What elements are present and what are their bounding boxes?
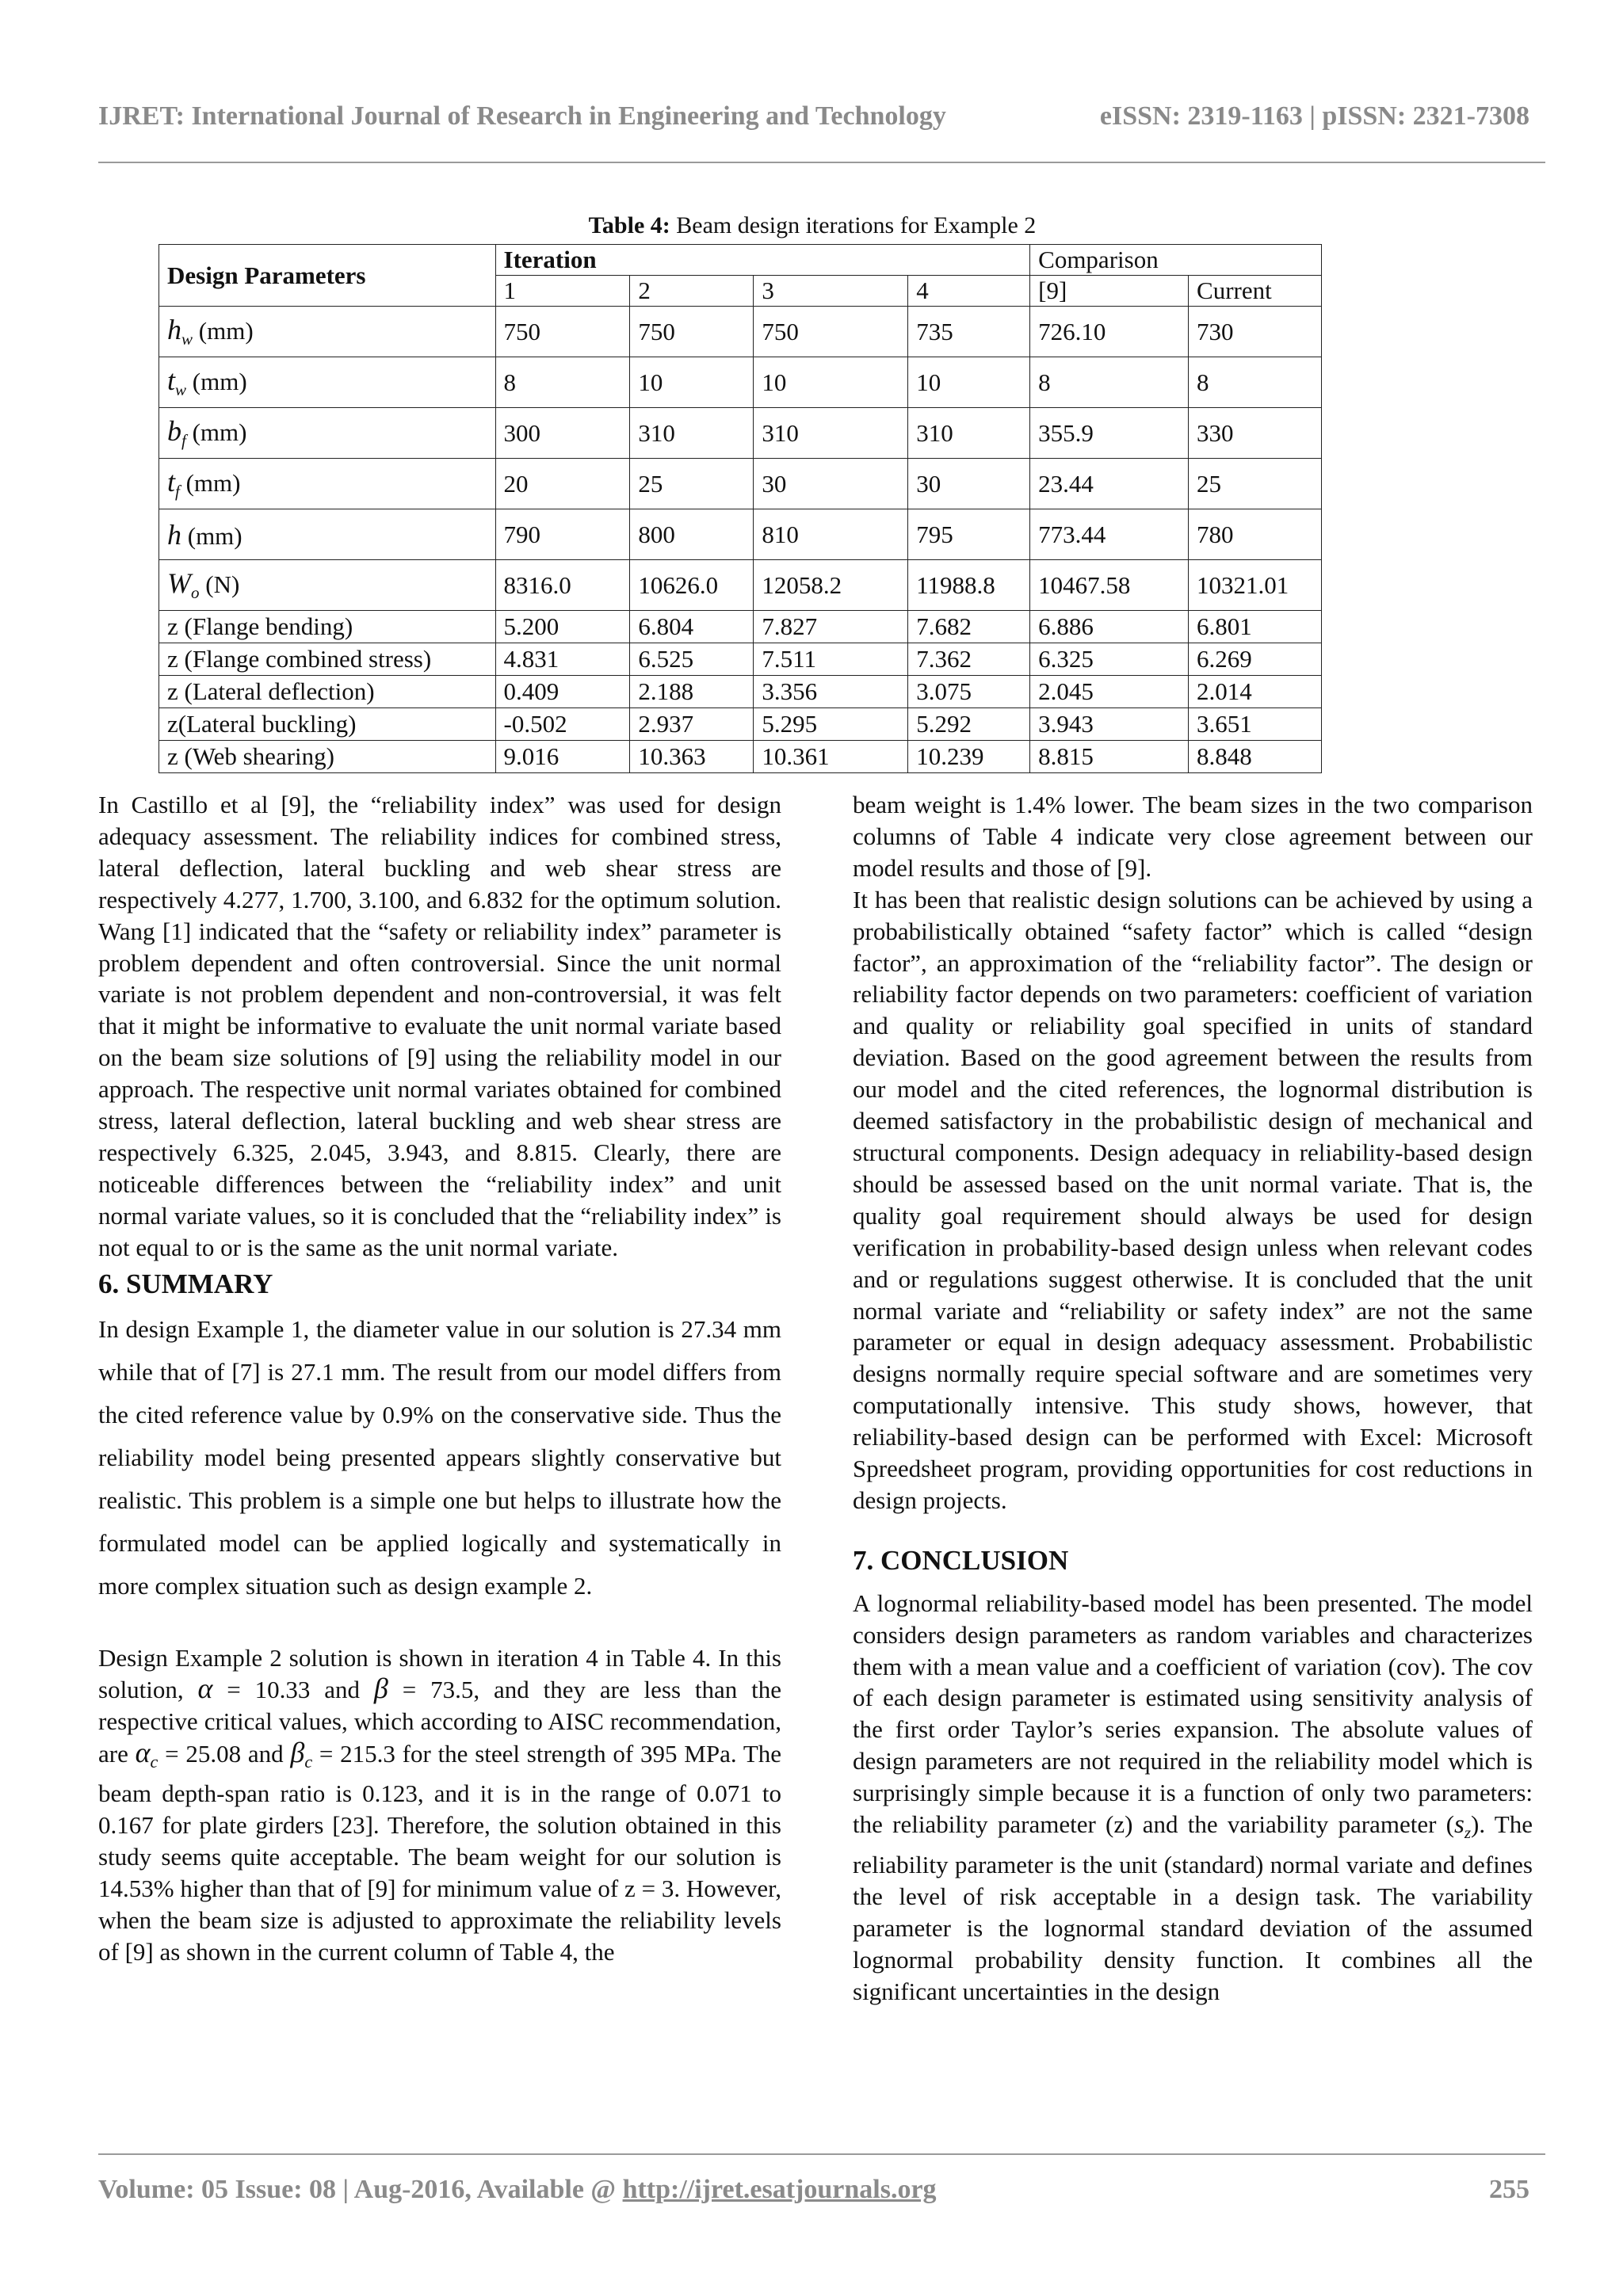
parameter-cell (159, 560, 496, 611)
value-cell: 800 (630, 509, 754, 560)
alpha-c-subscript: c (150, 1752, 158, 1772)
table-row (159, 676, 1322, 708)
conclusion-text-b: ). The reliability parameter is the unit (standard) normal variate and defines the level of risk acceptable in a design task. The variability parameter is the lognormal standard deviation of the assumed lognormal probability density function. It combines all the significant uncertainties in the design (853, 1810, 1533, 2005)
table-row (159, 560, 1322, 611)
value-cell: 8 (495, 357, 630, 408)
value-cell: 6.801 (1189, 611, 1322, 643)
parameter-symbol: t (167, 364, 176, 397)
parameter-symbol: W (167, 567, 191, 600)
value-cell: 780 (1189, 509, 1322, 560)
parameter-cell (159, 357, 496, 408)
table-row (159, 357, 1322, 408)
value-cell: 10.361 (754, 741, 908, 773)
value-cell: 2.014 (1189, 676, 1322, 708)
table-row (159, 708, 1322, 741)
example2-text-c: for the steel strength of 395 MPa. The beam depth-span ratio is 0.123, and it is in the range of 0.071 to 0.167 for plate girders [23]. Therefore, the solution obtained in this study seems quite acceptable. The beam weight for our solution is 14.53% higher than that of [9] for minimum value of z = 3. However, when the beam size is adjusted to approximate the reliability levels of [9] as shown in the current column of Table 4, the (98, 1740, 782, 1966)
value-cell: 7.511 (754, 643, 908, 676)
parameter-label: z (Flange bending) (167, 612, 353, 640)
issn: eISSN: 2319-1163 | pISSN: 2321-7308 (1099, 101, 1529, 131)
value-cell: 750 (630, 307, 754, 357)
table-row (159, 459, 1322, 509)
subheader-cell: Current (1189, 276, 1322, 307)
value-cell: 5.292 (908, 708, 1030, 741)
footer-volume-text: Volume: 05 Issue: 08 | Aug-2016, Available @ (98, 2175, 623, 2204)
parameter-label: z (Lateral deflection) (167, 677, 375, 705)
parameter-label: (mm) (179, 469, 241, 498)
table-caption-label: Table 4: (588, 212, 670, 238)
value-cell: 2.045 (1030, 676, 1189, 708)
beta-c-value: 215.3 (340, 1740, 395, 1768)
value-cell: 2.188 (630, 676, 754, 708)
summary-paragraph: In design Example 1, the diameter value in our solution is 27.34 mm while that of [7] is 27.1 mm. The result from our model differs from the cited reference value by 0.9% on the conservative side. Thus the reliability model being presented appears slightly conservative but realistic. This problem is a simple one but helps to illustrate how the formulated model can be applied logically and systematically in more complex situation such as design example 2. (98, 1314, 781, 1600)
value-cell: 790 (495, 509, 630, 560)
parameter-symbol: h (167, 314, 181, 346)
equals-sign: = (158, 1740, 186, 1768)
beta-symbol: β (373, 1672, 388, 1705)
value-cell: 355.9 (1030, 408, 1189, 459)
value-cell: 23.44 (1030, 459, 1189, 509)
table-row (159, 509, 1322, 560)
value-cell: 0.409 (495, 676, 630, 708)
value-cell: 10626.0 (630, 560, 754, 611)
subheader-cell: 4 (908, 276, 1030, 307)
table-caption-text: Beam design iterations for Example 2 (670, 212, 1037, 238)
value-cell: 330 (1189, 408, 1322, 459)
sz-symbol: s (1454, 1810, 1465, 1840)
parameter-label: z(Lateral buckling) (167, 710, 357, 738)
equals-sign: = (312, 1740, 341, 1768)
parameter-subscript: f (181, 431, 186, 451)
value-cell: 5.295 (754, 708, 908, 741)
page-number: 255 (1489, 2175, 1529, 2204)
header-comparison: Comparison (1030, 245, 1322, 276)
subheader-cell: [9] (1030, 276, 1189, 307)
parameter-symbol: h (167, 518, 181, 551)
subheader-cell: 1 (495, 276, 630, 307)
value-cell: 2.937 (630, 708, 754, 741)
parameter-cell (159, 741, 496, 773)
alpha-c-symbol: α (135, 1737, 151, 1769)
sz-subscript: z (1464, 1823, 1472, 1843)
conclusion-text-a: A lognormal reliability-based model has been presented. The model considers design parameters as random variables and characterizes them with a mean value and a coefficient of variation (cov). The cov of each design parameter is estimated using sensitivity analysis of the first order Taylor’s series expansion. The absolute values of design parameters are not required in the reliability model which is surprisingly simple because it is a function of only two parameters: the reliability parameter (z) and the variability parameter ( (853, 1589, 1533, 1839)
alpha-value: 10.33 (254, 1676, 311, 1704)
parameter-label: (mm) (186, 368, 247, 396)
conclusion-heading: 7. CONCLUSION (853, 1544, 1069, 1576)
header-iteration: Iteration (495, 245, 1030, 276)
beta-c-symbol: β (290, 1737, 305, 1769)
and-text: and (241, 1740, 291, 1768)
value-cell: 7.362 (908, 643, 1030, 676)
beta-c-subscript: c (304, 1752, 313, 1772)
value-cell: 6.804 (630, 611, 754, 643)
value-cell: 3.943 (1030, 708, 1189, 741)
subheader-cell: 2 (630, 276, 754, 307)
value-cell: 6.325 (1030, 643, 1189, 676)
left-column (98, 789, 781, 1968)
parameter-cell (159, 408, 496, 459)
parameter-label: (mm) (181, 521, 242, 550)
value-cell: 8 (1030, 357, 1189, 408)
journal-title: IJRET: International Journal of Research in Engineering and Technology (98, 101, 946, 131)
value-cell: 8.848 (1189, 741, 1322, 773)
value-cell: 10.239 (908, 741, 1030, 773)
and-text: and (310, 1676, 374, 1704)
value-cell: 750 (495, 307, 630, 357)
value-cell: 25 (630, 459, 754, 509)
value-cell: 730 (1189, 307, 1322, 357)
alpha-c-value: 25.08 (185, 1740, 242, 1768)
parameter-symbol: b (167, 415, 181, 448)
value-cell: 7.682 (908, 611, 1030, 643)
value-cell: 4.831 (495, 643, 630, 676)
value-cell: 773.44 (1030, 509, 1189, 560)
value-cell: 300 (495, 408, 630, 459)
table-row (159, 741, 1322, 773)
table-row (159, 408, 1322, 459)
header-design-parameters: Design Parameters (159, 245, 496, 307)
value-cell: 3.075 (908, 676, 1030, 708)
parameter-cell (159, 509, 496, 560)
value-cell: 11988.8 (908, 560, 1030, 611)
parameter-label: (mm) (193, 317, 254, 345)
parameter-cell (159, 708, 496, 741)
parameter-label: z (Web shearing) (167, 742, 334, 770)
value-cell: 310 (630, 408, 754, 459)
parameter-subscript: o (191, 583, 200, 603)
parameter-cell (159, 611, 496, 643)
parameter-cell (159, 307, 496, 357)
table-row (159, 611, 1322, 643)
value-cell: 9.016 (495, 741, 630, 773)
example2-paragraph (98, 1642, 781, 1968)
value-cell: 10 (754, 357, 908, 408)
equals-sign: = (388, 1676, 431, 1704)
value-cell: 10467.58 (1030, 560, 1189, 611)
beam-design-table (158, 244, 1322, 773)
equals-sign: = (212, 1676, 255, 1704)
parameter-subscript: w (175, 380, 187, 400)
beam-weight-paragraph: beam weight is 1.4% lower. The beam sizes in the two comparison columns of Table 4 indicate very close agreement between our model results and those of [9]. (853, 791, 1533, 882)
value-cell: 25 (1189, 459, 1322, 509)
journal-link[interactable]: http://ijret.esatjournals.org (622, 2175, 937, 2204)
value-cell: 795 (908, 509, 1030, 560)
subheader-cell: 3 (754, 276, 908, 307)
parameter-label: z (Flange combined stress) (167, 645, 432, 673)
parameter-symbol: t (167, 466, 176, 498)
summary-heading: 6. SUMMARY (98, 1268, 273, 1299)
footer-volume (98, 2175, 937, 2205)
castillo-paragraph: In Castillo et al [9], the “reliability index” was used for design adequacy assessment. The reliability indices for combined stress, lateral deflection, lateral buckling and web shear stress are respectively 4.277, 1.700, 3.100, and 6.832 for the optimum solution. Wang [1] indicated that the “safety or reliability index” parameter is problem dependent and often controversial. Since the unit normal variate is not problem dependent and non-controversial, it was felt that it might be informative to evaluate the unit normal variate based on the beam size solutions of [9] using the reliability model in our approach. The respective unit normal variates obtained for combined stress, lateral deflection, lateral buckling and web shear stress are respectively 6.325, 2.045, 3.943, and 8.815. Clearly, there are noticeable differences between the “reliability index” and unit normal variate values, so it is concluded that the “reliability index” is not equal to or is the same as the unit normal variate. (98, 791, 781, 1261)
parameter-label: (N) (199, 570, 240, 599)
alpha-symbol: α (197, 1672, 213, 1705)
value-cell: 3.356 (754, 676, 908, 708)
value-cell: 8316.0 (495, 560, 630, 611)
value-cell: 750 (754, 307, 908, 357)
parameter-cell (159, 643, 496, 676)
value-cell: 6.269 (1189, 643, 1322, 676)
example2-text-b: , and they are less than the respective critical values, which according to AISC recommendation, are (98, 1676, 782, 1768)
value-cell: 310 (754, 408, 908, 459)
value-cell: 10 (630, 357, 754, 408)
value-cell: 5.200 (495, 611, 630, 643)
parameter-subscript: w (181, 330, 193, 349)
value-cell: 810 (754, 509, 908, 560)
value-cell: 726.10 (1030, 307, 1189, 357)
value-cell: 7.827 (754, 611, 908, 643)
footer-rule (98, 2153, 1545, 2155)
value-cell: 30 (754, 459, 908, 509)
parameter-label: (mm) (185, 418, 247, 447)
value-cell: 10.363 (630, 741, 754, 773)
example2-text-a: Design Example 2 solution is shown in iteration 4 in Table 4. In this solution, (98, 1643, 781, 1704)
right-column (853, 789, 1533, 2008)
value-cell: 10 (908, 357, 1030, 408)
table-row (159, 643, 1322, 676)
header-rule (98, 162, 1545, 163)
value-cell: -0.502 (495, 708, 630, 741)
value-cell: 310 (908, 408, 1030, 459)
conclusion-paragraph (853, 1588, 1533, 2008)
value-cell: 3.651 (1189, 708, 1322, 741)
parameter-cell (159, 676, 496, 708)
table-row (159, 307, 1322, 357)
value-cell: 8.815 (1030, 741, 1189, 773)
value-cell: 735 (908, 307, 1030, 357)
value-cell: 8 (1189, 357, 1322, 408)
value-cell: 6.525 (630, 643, 754, 676)
value-cell: 12058.2 (754, 560, 908, 611)
value-cell: 30 (908, 459, 1030, 509)
value-cell: 10321.01 (1189, 560, 1322, 611)
value-cell: 20 (495, 459, 630, 509)
table-caption (158, 212, 1466, 239)
parameter-subscript: f (175, 482, 180, 502)
parameter-cell (159, 459, 496, 509)
value-cell: 6.886 (1030, 611, 1189, 643)
design-factor-paragraph: It has been that realistic design solutions can be achieved by using a probabilistically obtained “safety factor” which is called “design factor”, an approximation of the “reliability factor”. The design or reliability factor depends on two parameters: coefficient of variation and quality or reliability goal specified in units of standard deviation. Based on the good agreement between the results from our model and the cited references, the lognormal distribution is deemed satisfactory in the probabilistic design of mechanical and structural components. Design adequacy in reliability-based design should be assessed based on the unit normal variate. That is, the quality goal requirement should always be used for design verification in probability-based design unless when relevant codes and or regulations suggest otherwise. It is concluded that the unit normal variate and “reliability or safety index” are not the same parameter or equal in design adequacy assessment. Probabilistic designs normally require special software and are sometimes very computationally intensive. This study shows, however, that reliability-based design can be performed with Excel: Microsoft Spreedsheet program, providing opportunities for cost reductions in design projects. (853, 885, 1533, 1514)
beta-value: 73.5 (430, 1676, 474, 1704)
